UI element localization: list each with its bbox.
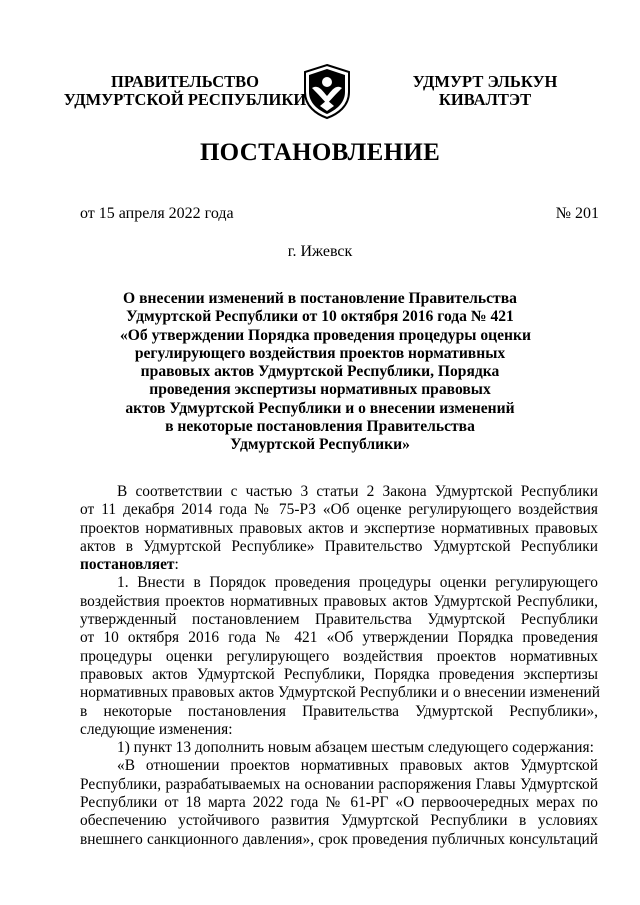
subject-line: в некоторые постановления Правительства: [165, 418, 475, 436]
subject-line: Удмуртской Республики»: [230, 436, 410, 454]
subject-line: О внесении изменений в постановление Правительства: [123, 290, 517, 307]
body-line: утвержденный постановлением Правительства Удмуртской Республики: [80, 611, 598, 629]
issuer-name-udmurt: [395, 73, 575, 109]
body-line: обеспечению устойчивого развития Удмуртской Республики в условиях: [80, 812, 598, 830]
resolves-word: постановляет: [80, 556, 175, 574]
document-subject: [120, 290, 531, 455]
subject-line: Удмуртской Республики от 10 октября 2016 года № 421: [126, 308, 514, 326]
body-line: Республики от 18 марта 2022 года № 61-РГ «О первоочередных мерах по: [80, 794, 598, 812]
subject-line: проведения экспертизы нормативных правовых: [149, 381, 491, 399]
body-line: следующие изменения:: [80, 720, 233, 738]
body-line: 1. Внести в Порядок проведения процедуры оценки регулирующего: [117, 574, 598, 592]
body-line: от 10 октября 2016 года № 421 «Об утверждении Порядка проведения: [80, 629, 598, 647]
document-number: № 201: [555, 205, 599, 222]
body-line: процедуры оценки регулирующего воздействия проектов нормативных: [80, 647, 598, 665]
subject-line: регулирующего воздействия проектов нормативных: [134, 344, 506, 362]
body-line: 1) пункт 13 дополнить новым абзацем шестым следующего содержания:: [117, 739, 594, 757]
body-line: в некоторые постановления Правительства Удмуртской Республики»,: [80, 702, 598, 720]
document-city: г. Ижевск: [287, 243, 353, 260]
body-line: «В отношении проектов нормативных правовых актов Удмуртской: [117, 757, 598, 775]
body-line: проектов нормативных правовых актов и экспертизе нормативных правовых: [80, 519, 598, 537]
body-line: правовых актов Удмуртской Республики, Порядка проведения экспертизы: [80, 665, 598, 683]
udmurt-coat-of-arms-icon: [300, 62, 354, 120]
body-line: от 11 декабря 2014 года № 75-РЗ «Об оценке регулирующего воздействия: [80, 501, 598, 519]
body-line: воздействия проектов нормативных правовых актов Удмуртской Республики,: [80, 592, 598, 610]
resolves-colon: :: [174, 556, 179, 574]
issuer-name-russian-line2: УДМУРТСКОЙ РЕСПУБЛИКИ: [63, 90, 307, 109]
document-date: от 15 апреля 2022 года: [80, 205, 234, 222]
body-line: нормативных правовых актов Удмуртской Республики и о внесении изменений: [80, 684, 600, 702]
body-line: актов в Удмуртской Республике» Правительство Удмуртской Республики: [80, 537, 598, 555]
body-line: В соответствии с частью 3 статьи 2 Закона Удмуртской Республики: [117, 483, 598, 500]
body-line-resolves: [80, 556, 598, 574]
document-title: ПОСТАНОВЛЕНИЕ: [199, 139, 441, 166]
issuer-name-udmurt-line2: КИВАЛТЭТ: [438, 90, 532, 109]
body-line: внешнего санкционного давления», срок проведения публичных консультаций: [80, 830, 598, 848]
issuer-name-russian-line1: ПРАВИТЕЛЬСТВО: [111, 72, 259, 91]
issuer-name-russian: [60, 73, 310, 109]
body-line: Республики, разрабатываемых на основании распоряжения Главы Удмуртской: [80, 775, 598, 793]
subject-line: актов Удмуртской Республики и о внесении изменений: [125, 399, 515, 417]
issuer-name-udmurt-line1: УДМУРТ ЭЛЬКУН: [412, 72, 558, 91]
subject-line: «Об утверждении Порядка проведения процедуры оценки: [120, 326, 531, 344]
document-body: [80, 483, 598, 849]
subject-line: правовых актов Удмуртской Республики, Порядка: [140, 363, 500, 381]
